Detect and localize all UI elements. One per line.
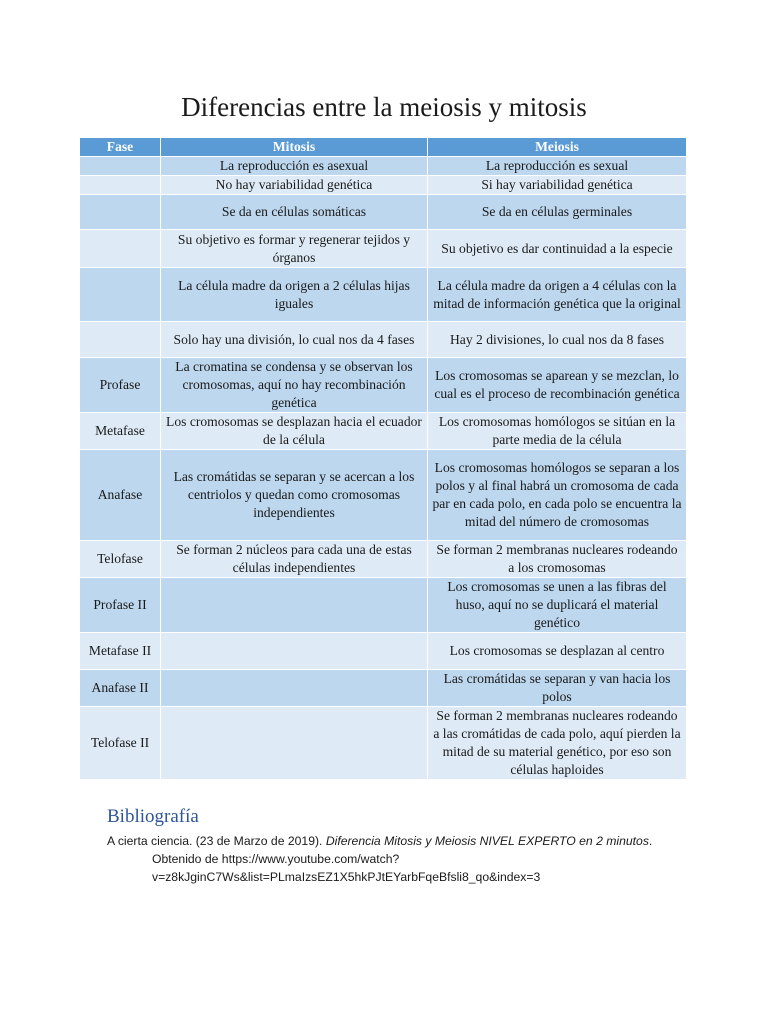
- comparison-table: [79, 137, 687, 780]
- cell-mitosis: [161, 707, 428, 780]
- bibliography-entry: [107, 832, 707, 886]
- table-row: [80, 230, 687, 268]
- ref-title: Diferencia Mitosis y Meiosis NIVEL EXPERTO en 2 minutos: [325, 834, 649, 848]
- bibliography-heading: Bibliografía: [107, 806, 199, 827]
- cell-meiosis: Los cromosomas se aparean y se mezclan, lo cual es el proceso de recombinación genética: [428, 358, 687, 413]
- ref-obtained: Obtenido de https://www.youtube.com/watch?: [152, 852, 400, 866]
- cell-mitosis: La célula madre da origen a 2 células hijas iguales: [161, 268, 428, 322]
- cell-meiosis: Si hay variabilidad genética: [428, 176, 687, 195]
- header-fase: Fase: [80, 138, 161, 157]
- cell-meiosis: Los cromosomas se desplazan al centro: [428, 633, 687, 670]
- cell-meiosis: Se forman 2 membranas nucleares rodeando a los cromosomas: [428, 541, 687, 578]
- cell-meiosis: Los cromosomas homólogos se separan a los polos y al final habrá un cromosoma de cada par en cada polo, en cada polo se encuentra la mitad del número de cromosomas: [428, 450, 687, 541]
- cell-fase: [80, 322, 161, 358]
- cell-fase: Telofase: [80, 541, 161, 578]
- cell-mitosis: Se da en células somáticas: [161, 195, 428, 230]
- cell-meiosis: Hay 2 divisiones, lo cual nos da 8 fases: [428, 322, 687, 358]
- cell-mitosis: Solo hay una división, lo cual nos da 4 fases: [161, 322, 428, 358]
- table-row: [80, 633, 687, 670]
- cell-fase: [80, 176, 161, 195]
- table-row: [80, 413, 687, 450]
- cell-fase: Metafase: [80, 413, 161, 450]
- table-row: [80, 541, 687, 578]
- document-title: Diferencias entre la meiosis y mitosis: [181, 92, 587, 122]
- cell-mitosis: Las cromátidas se separan y se acercan a los centriolos y quedan como cromosomas independientes: [161, 450, 428, 541]
- cell-mitosis: [161, 670, 428, 707]
- cell-meiosis: Se da en células germinales: [428, 195, 687, 230]
- cell-meiosis: Las cromátidas se separan y van hacia los polos: [428, 670, 687, 707]
- cell-meiosis: La reproducción es sexual: [428, 157, 687, 176]
- ref-url: v=z8kJginC7Ws&list=PLmaIzsEZ1X5hkPJtEYarbFqeBfsli8_qo&index=3: [152, 870, 541, 884]
- ref-title-end: .: [648, 834, 653, 848]
- table-row: [80, 176, 687, 195]
- table-row: [80, 268, 687, 322]
- cell-mitosis: La cromatina se condensa y se observan los cromosomas, aquí no hay recombinación genética: [161, 358, 428, 413]
- table-row: [80, 707, 687, 780]
- cell-mitosis: Se forman 2 núcleos para cada una de estas células independientes: [161, 541, 428, 578]
- cell-fase: [80, 195, 161, 230]
- table-header-row: [80, 138, 687, 157]
- cell-fase: [80, 268, 161, 322]
- table-row: [80, 578, 687, 633]
- cell-mitosis: Su objetivo es formar y regenerar tejidos y órganos: [161, 230, 428, 268]
- table-row: [80, 157, 687, 176]
- table-row: [80, 450, 687, 541]
- table-row: [80, 195, 687, 230]
- header-mitosis: Mitosis: [161, 138, 428, 157]
- cell-fase: Anafase II: [80, 670, 161, 707]
- cell-fase: [80, 157, 161, 176]
- cell-mitosis: [161, 633, 428, 670]
- cell-meiosis: Los cromosomas homólogos se sitúan en la parte media de la célula: [428, 413, 687, 450]
- cell-meiosis: Su objetivo es dar continuidad a la especie: [428, 230, 687, 268]
- cell-mitosis: [161, 578, 428, 633]
- cell-mitosis: No hay variabilidad genética: [161, 176, 428, 195]
- cell-fase: Profase II: [80, 578, 161, 633]
- cell-meiosis: Los cromosomas se unen a las fibras del huso, aquí no se duplicará el material genético: [428, 578, 687, 633]
- ref-author: A cierta ciencia. (23 de Marzo de 2019).: [107, 834, 326, 848]
- header-meiosis: Meiosis: [428, 138, 687, 157]
- table-row: [80, 322, 687, 358]
- cell-fase: Anafase: [80, 450, 161, 541]
- cell-fase: Profase: [80, 358, 161, 413]
- table-row: [80, 670, 687, 707]
- cell-fase: [80, 230, 161, 268]
- table-row: [80, 358, 687, 413]
- cell-fase: Metafase II: [80, 633, 161, 670]
- cell-fase: Telofase II: [80, 707, 161, 780]
- cell-mitosis: Los cromosomas se desplazan hacia el ecuador de la célula: [161, 413, 428, 450]
- cell-meiosis: Se forman 2 membranas nucleares rodeando a las cromátidas de cada polo, aquí pierden la mitad de su material genético, por eso son células haploides: [428, 707, 687, 780]
- cell-mitosis: La reproducción es asexual: [161, 157, 428, 176]
- cell-meiosis: La célula madre da origen a 4 células con la mitad de información genética que la original: [428, 268, 687, 322]
